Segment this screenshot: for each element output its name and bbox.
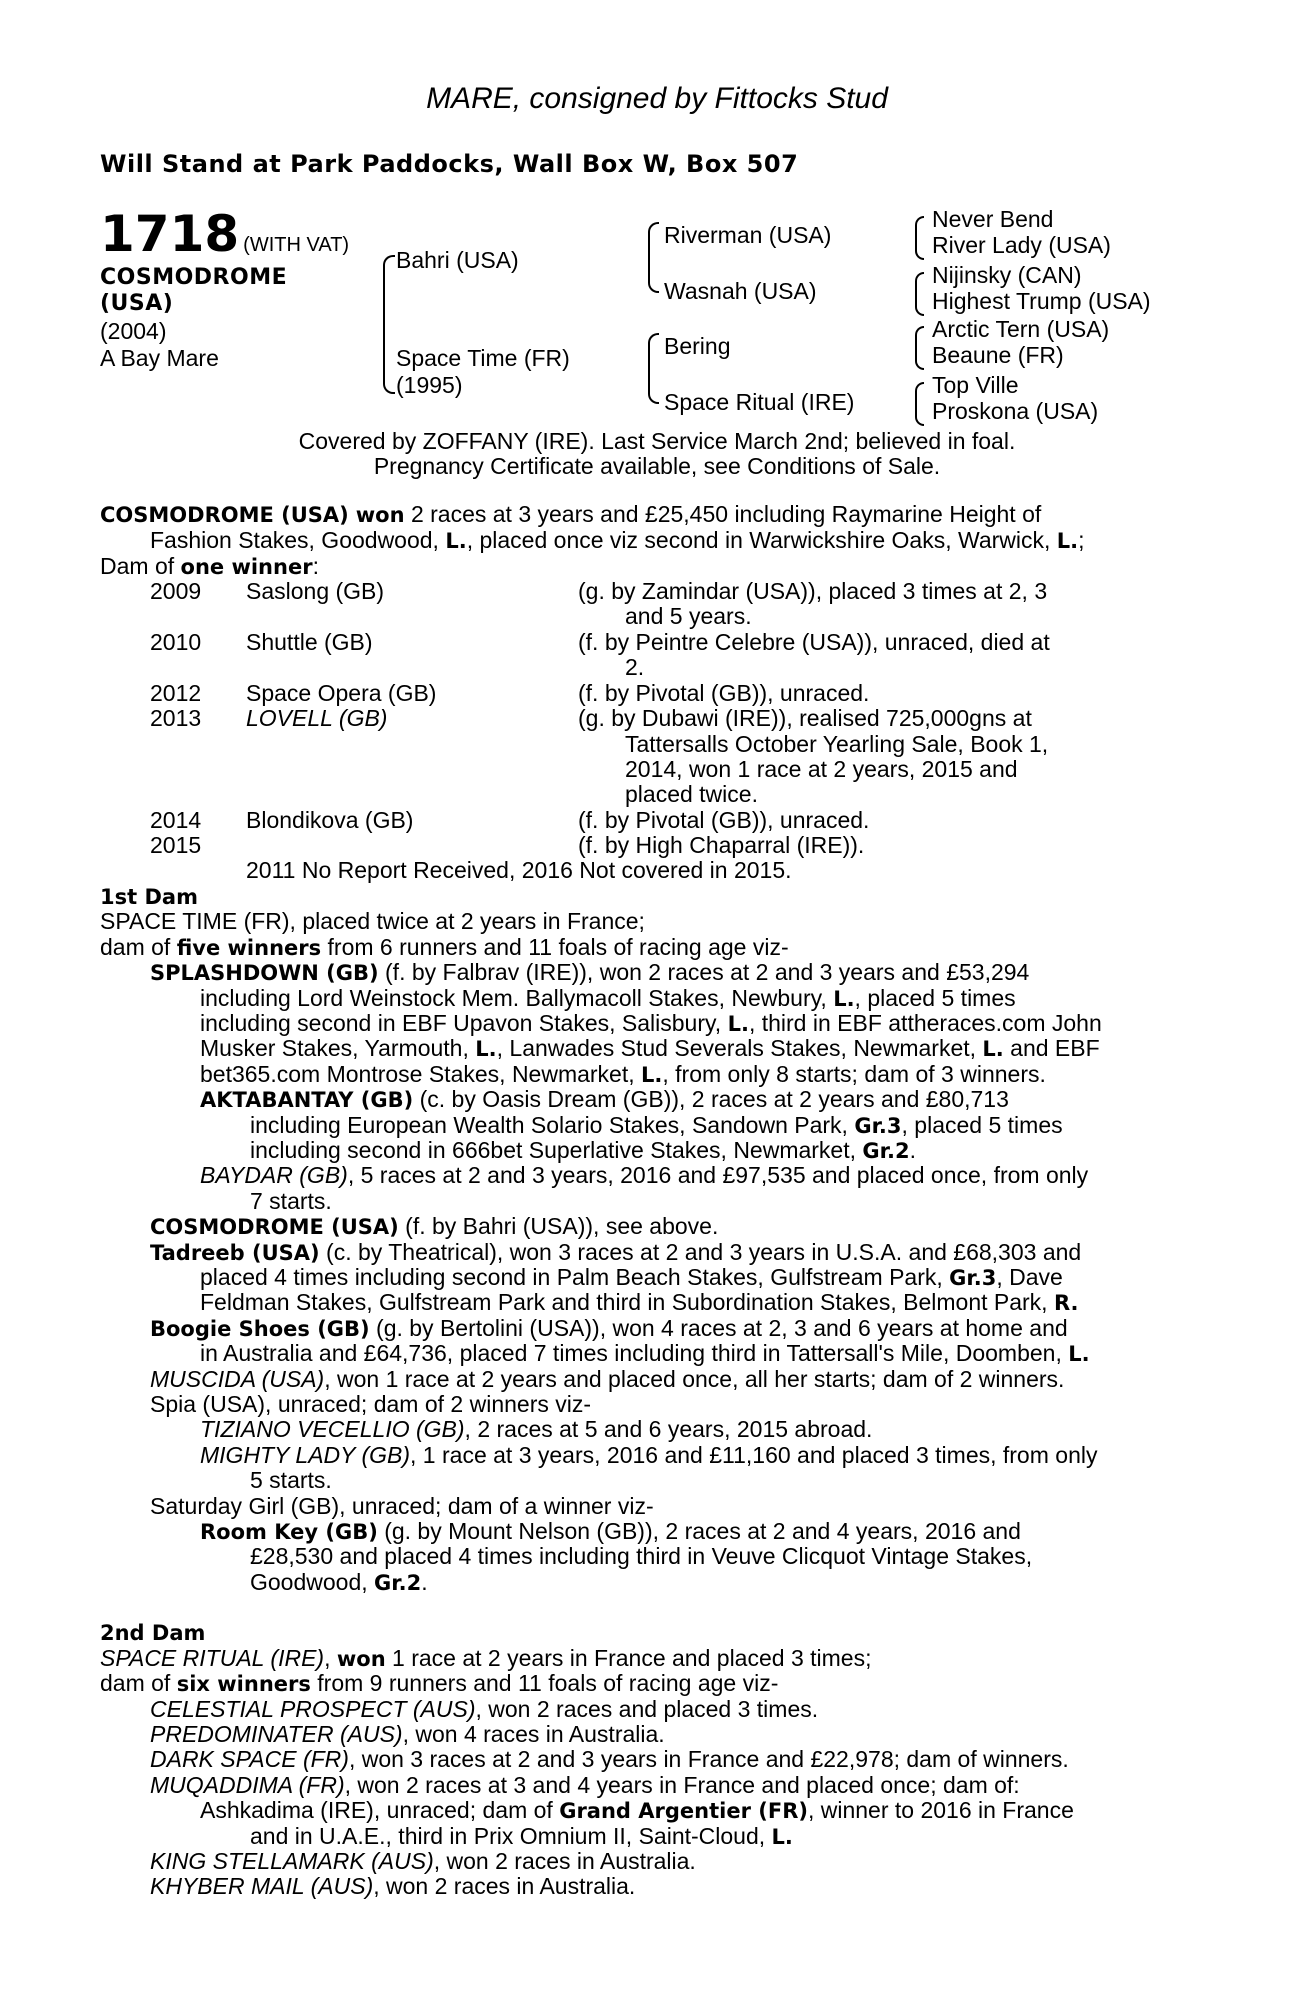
progeny-entry: PREDOMINATER (AUS), won 4 races in Australia. xyxy=(150,1721,665,1747)
no-report-note: 2011 No Report Received, 2016 Not covered in 2015. xyxy=(246,857,792,883)
lot-number: 1718 xyxy=(100,205,240,263)
progeny-entry: Room Key (GB) (g. by Mount Nelson (GB)), 2 races at 2 and 4 years, 2016 and xyxy=(200,1518,1021,1544)
vat-note: (WITH VAT) xyxy=(243,234,350,256)
progeny-entry: AKTABANTAY (GB) (c. by Oasis Dream (GB)), 2 races at 2 years and £80,713 xyxy=(200,1086,1009,1112)
second-dam-line: SPACE RITUAL (IRE), won 1 race at 2 years in France and placed 3 times; xyxy=(100,1645,872,1671)
produce-name: Shuttle (GB) xyxy=(246,629,373,655)
progeny-entry: 7 starts. xyxy=(250,1188,332,1214)
progeny-entry: DARK SPACE (FR), won 3 races at 2 and 3 years in France and £22,978; dam of winners. xyxy=(150,1746,1069,1772)
produce-intro: Dam of one winner: xyxy=(100,553,319,579)
progeny-entry: Tadreeb (USA) (c. by Theatrical), won 3 races at 2 and 3 years in U.S.A. and £68,303 and xyxy=(150,1239,1082,1265)
brace-gen2b xyxy=(648,333,659,404)
progeny-entry: Goodwood, Gr.2. xyxy=(250,1569,428,1595)
horse-year: (2004) xyxy=(100,318,167,344)
progeny-entry: CELESTIAL PROSPECT (AUS), won 2 races and placed 3 times. xyxy=(150,1696,819,1722)
pedigree-dam-sire: Bering xyxy=(664,333,731,359)
first-dam-heading: 1st Dam xyxy=(100,885,198,909)
progeny-entry: Boogie Shoes (GB) (g. by Bertolini (USA)), won 4 races at 2, 3 and 6 years at home and xyxy=(150,1315,1068,1341)
brace-gen3a xyxy=(915,216,924,260)
progeny-entry: including second in 666bet Superlative Stakes, Newmarket, Gr.2. xyxy=(250,1137,916,1163)
progeny-entry: BAYDAR (GB), 5 races at 2 and 3 years, 2016 and £97,535 and placed once, from only xyxy=(200,1162,1089,1188)
brace-gen3b xyxy=(915,272,924,316)
pedigree-gen3: Arctic Tern (USA) xyxy=(932,316,1110,342)
produce-year: 2013 xyxy=(150,705,202,731)
progeny-entry: COSMODROME (USA) (f. by Bahri (USA)), see above. xyxy=(150,1213,719,1239)
second-dam-line: dam of six winners from 9 runners and 11 foals of racing age viz- xyxy=(100,1670,779,1696)
pedigree-gen3: Beaune (FR) xyxy=(932,342,1064,368)
progeny-entry: SPLASHDOWN (GB) (f. by Falbrav (IRE)), won 2 races at 2 and 3 years and £53,294 xyxy=(150,959,1030,985)
progeny-entry: including European Wealth Solario Stakes, Sandown Park, Gr.3, placed 5 times xyxy=(250,1112,1063,1138)
lot-header xyxy=(100,205,349,263)
consignment-line: MARE, consigned by Fittocks Stud xyxy=(426,82,888,115)
produce-detail: (g. by Zamindar (USA)), placed 3 times at 2, 3 xyxy=(578,578,1048,604)
pedigree-dam: Space Time (FR) xyxy=(396,345,570,371)
progeny-entry: including second in EBF Upavon Stakes, Salisbury, L., third in EBF attheraces.com John xyxy=(200,1010,1102,1036)
progeny-entry: TIZIANO VECELLIO (GB), 2 races at 5 and 6 years, 2015 abroad. xyxy=(200,1416,873,1442)
pedigree-dam-dam: Space Ritual (IRE) xyxy=(664,389,855,415)
produce-name: Saslong (GB) xyxy=(246,578,385,604)
pedigree-sire-sire: Riverman (USA) xyxy=(664,222,832,248)
progeny-entry: KHYBER MAIL (AUS), won 2 races in Australia. xyxy=(150,1873,636,1899)
progeny-entry: MUQADDIMA (FR), won 2 races at 3 and 4 years in France and placed once; dam of: xyxy=(150,1772,1020,1798)
pedigree-gen3: River Lady (USA) xyxy=(932,232,1111,258)
pedigree-gen3: Proskona (USA) xyxy=(932,398,1099,424)
first-dam-line: dam of five winners from 6 runners and 11 foals of racing age viz- xyxy=(100,934,789,960)
progeny-entry: Saturday Girl (GB), unraced; dam of a winner viz- xyxy=(150,1493,654,1519)
produce-detail: (f. by Peintre Celebre (USA)), unraced, died at xyxy=(578,629,1050,655)
produce-intro: Fashion Stakes, Goodwood, L., placed once viz second in Warwickshire Oaks, Warwick, L.; xyxy=(150,527,1085,553)
produce-intro: COSMODROME (USA) won 2 races at 3 years and £25,450 including Raymarine Height of xyxy=(100,501,1042,527)
first-dam-line: SPACE TIME (FR), placed twice at 2 years in France; xyxy=(100,908,645,934)
progeny-entry: bet365.com Montrose Stakes, Newmarket, L., from only 8 starts; dam of 3 winners. xyxy=(200,1061,1046,1087)
brace-gen2a xyxy=(648,222,659,293)
produce-detail: (f. by High Chaparral (IRE)). xyxy=(578,832,865,858)
produce-detail: placed twice. xyxy=(625,781,758,807)
produce-detail: (f. by Pivotal (GB)), unraced. xyxy=(578,680,870,706)
progeny-entry: including Lord Weinstock Mem. Ballymacoll Stakes, Newbury, L., placed 5 times xyxy=(200,985,1016,1011)
pedigree-gen3: Highest Trump (USA) xyxy=(932,288,1151,314)
stand-location: Will Stand at Park Paddocks, Wall Box W, Box 507 xyxy=(100,150,799,178)
progeny-entry: 5 starts. xyxy=(250,1467,332,1493)
brace-gen1 xyxy=(383,255,395,394)
produce-detail: (g. by Dubawi (IRE)), realised 725,000gns at xyxy=(578,705,1032,731)
pedigree-sire: Bahri (USA) xyxy=(396,247,519,273)
progeny-entry: Spia (USA), unraced; dam of 2 winners viz- xyxy=(150,1391,592,1417)
produce-name: LOVELL (GB) xyxy=(246,705,388,731)
brace-gen3d xyxy=(915,382,924,426)
pedigree-gen3: Top Ville xyxy=(932,372,1019,398)
produce-year: 2014 xyxy=(150,807,202,833)
progeny-entry: Feldman Stakes, Gulfstream Park and third in Subordination Stakes, Belmont Park, R. xyxy=(200,1289,1079,1315)
pregnancy-note: Pregnancy Certificate available, see Conditions of Sale. xyxy=(373,453,941,479)
covered-note: Covered by ZOFFANY (IRE). Last Service March 2nd; believed in foal. xyxy=(298,428,1016,454)
progeny-entry: MUSCIDA (USA), won 1 race at 2 years and placed once, all her starts; dam of 2 winners. xyxy=(150,1366,1065,1392)
produce-year: 2009 xyxy=(150,578,202,604)
progeny-entry: Ashkadima (IRE), unraced; dam of Grand Argentier (FR), winner to 2016 in France xyxy=(200,1797,1074,1823)
produce-detail: 2. xyxy=(625,654,645,680)
pedigree-dam-year: (1995) xyxy=(396,372,463,398)
second-dam-heading: 2nd Dam xyxy=(100,1621,206,1645)
produce-detail: 2014, won 1 race at 2 years, 2015 and xyxy=(625,756,1018,782)
produce-year: 2012 xyxy=(150,680,202,706)
horse-description: A Bay Mare xyxy=(100,345,219,371)
progeny-entry: and in U.A.E., third in Prix Omnium II, Saint-Cloud, L. xyxy=(250,1823,793,1849)
progeny-entry: Musker Stakes, Yarmouth, L., Lanwades Stud Severals Stakes, Newmarket, L. and EBF xyxy=(200,1035,1100,1061)
produce-detail: and 5 years. xyxy=(625,603,752,629)
brace-gen3c xyxy=(915,326,924,370)
pedigree-gen3: Never Bend xyxy=(932,206,1054,232)
produce-year: 2015 xyxy=(150,832,202,858)
horse-name: COSMODROME xyxy=(100,265,288,290)
progeny-entry: in Australia and £64,736, placed 7 times including third in Tattersall's Mile, Doomben, L. xyxy=(200,1340,1090,1366)
produce-detail: Tattersalls October Yearling Sale, Book 1, xyxy=(625,731,1049,757)
pedigree-sire-dam: Wasnah (USA) xyxy=(664,278,817,304)
progeny-entry: KING STELLAMARK (AUS), won 2 races in Australia. xyxy=(150,1848,696,1874)
produce-year: 2010 xyxy=(150,629,202,655)
pedigree-gen3: Nijinsky (CAN) xyxy=(932,262,1082,288)
progeny-entry: MIGHTY LADY (GB), 1 race at 3 years, 2016 and £11,160 and placed 3 times, from only xyxy=(200,1442,1098,1468)
horse-country: (USA) xyxy=(100,291,174,316)
produce-detail: (f. by Pivotal (GB)), unraced. xyxy=(578,807,870,833)
progeny-entry: £28,530 and placed 4 times including third in Veuve Clicquot Vintage Stakes, xyxy=(250,1543,1033,1569)
produce-name: Space Opera (GB) xyxy=(246,680,437,706)
produce-name: Blondikova (GB) xyxy=(246,807,414,833)
progeny-entry: placed 4 times including second in Palm Beach Stakes, Gulfstream Park, Gr.3, Dave xyxy=(200,1264,1063,1290)
